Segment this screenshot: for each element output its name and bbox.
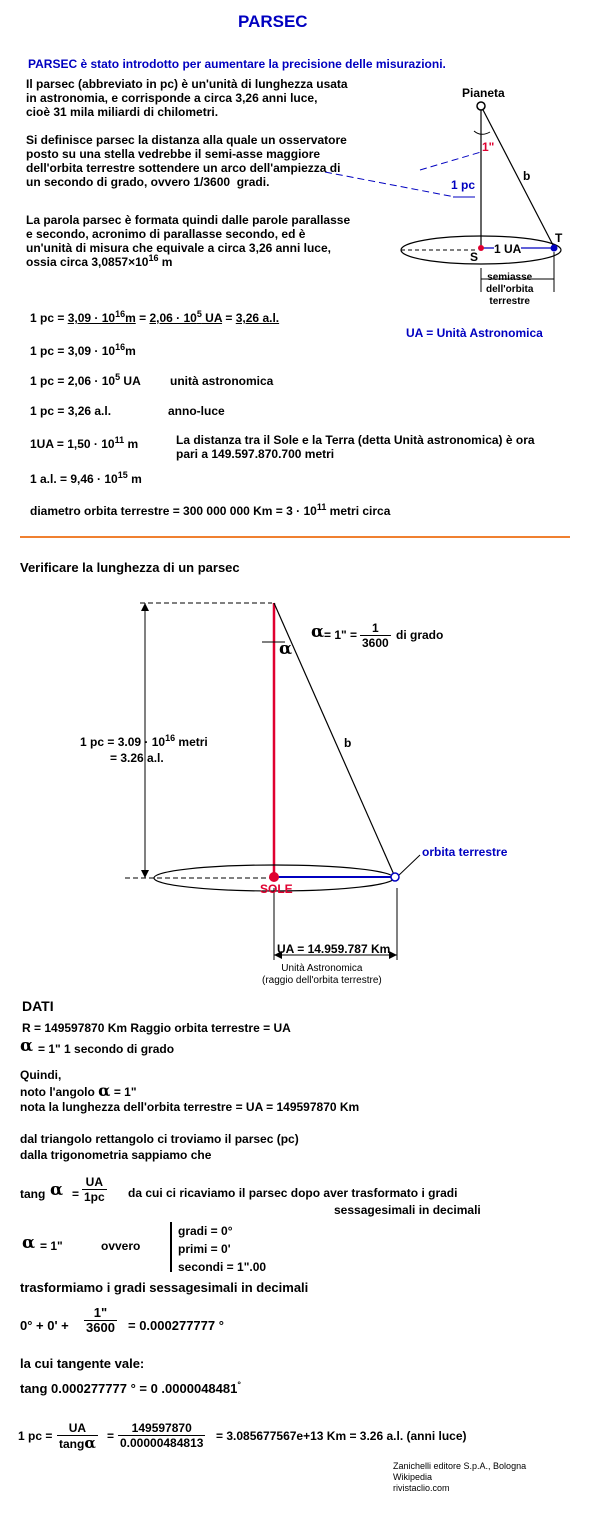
dati-heading: DATI xyxy=(22,998,54,1014)
intro-paragraph-2: Si definisce parsec la distanza alla quale un osservatore posto su una stella vedrebbe il semi-asse maggiore dell'orbita terrestre sottendere un arco dell'ampiezza di un secondo di grado, ovvero 1/3600 gradi. xyxy=(26,133,347,189)
tang-eq: = xyxy=(72,1187,80,1201)
diagram-parallax-small xyxy=(325,102,561,292)
page-title: PARSEC xyxy=(238,12,308,31)
equation-row-3-note: unità astronomica xyxy=(170,374,274,388)
tang-label: tang xyxy=(20,1187,46,1201)
equation-row-5: $1UA = 1,50 \cdot 10^{11}$ m xyxy=(30,435,139,451)
equation-row-4-note: anno-luce xyxy=(168,404,225,418)
dati-alpha-symbol: α xyxy=(20,1036,34,1056)
trasformiamo: trasformiamo i gradi sessagesimali in decimali xyxy=(20,1280,309,1295)
gradi: gradi = 0° xyxy=(178,1224,233,1238)
label-orbit: orbita terrestre xyxy=(422,845,508,859)
alpha-unit: di grado xyxy=(396,628,444,642)
tang-value: tang 0.000277777 ° = 0 .0000048481° xyxy=(20,1379,241,1396)
alpha-eq: = 1" = xyxy=(324,628,358,642)
intro-paragraph-1: Il parsec (abbreviato in pc) è un'unità di lunghezza usata in astronomia, e corrisponde a circa 3,26 anni luce, cioè 31 mila miliardi di chilometri. xyxy=(26,77,348,119)
label-s: S xyxy=(470,250,479,264)
equation-row-5-note: La distanza tra il Sole e la Terra (detta Unità astronomica) è ora pari a 149.597.870.700 metri xyxy=(176,433,535,461)
ua-caption: Unità Astronomica (raggio dell'orbita terrestre) xyxy=(262,963,382,986)
final-fraction-1: $\frac{UA}{\tan g\alpha}$ xyxy=(59,1421,96,1452)
tang-fraction: $\frac{UA}{1pc}$ xyxy=(84,1175,105,1204)
label-ua-large: UA = 14.959.787 Km xyxy=(277,942,391,956)
final-eq: = xyxy=(107,1429,115,1443)
label-t: T xyxy=(555,231,563,245)
intro-paragraph-3: La parola parsec è formata quindi dalle parole parallasse e secondo, acronimo di parallasse secondo, ed è un'unità di misura che equivale a circa 3,26 anni luce, ossia circa $3,0857\times 10^{16}$ m xyxy=(26,213,351,269)
label-pc: 1 pc xyxy=(451,178,476,192)
pc-length-al: = 3.26 a.l. xyxy=(110,751,164,765)
alpha-symbol: α xyxy=(311,622,325,642)
dati-triangle: dal triangolo rettangolo ci troviamo il parsec (pc) xyxy=(20,1132,299,1146)
dati-alpha: = 1" 1 secondo di grado xyxy=(38,1042,175,1056)
secondi: secondi = 1".00 xyxy=(178,1260,267,1274)
dati-radius: R = 149597870 Km Raggio orbita terrestre = UA xyxy=(22,1021,291,1035)
sum-right: = 0.000277777 ° xyxy=(128,1318,224,1333)
dati-noto: noto l'angolo α = 1" xyxy=(20,1081,137,1100)
final-left: 1 pc = xyxy=(18,1429,53,1443)
equation-row-6: 1 a.l. = $9,46 \cdot 10^{15}$ m xyxy=(30,470,142,486)
alpha2-eq: = 1" xyxy=(40,1239,63,1253)
final-fraction-2: $\frac{149597870}{0.00000484813}$ xyxy=(120,1421,204,1450)
alpha-angle-symbol: α xyxy=(279,639,293,659)
equation-row-4: 1 pc = 3,26 a.l. xyxy=(30,404,112,418)
label-sole: SOLE xyxy=(260,882,293,896)
equation-row-1: 1 pc = $3,09 \cdot 10^{16}m = 2,06 \cdot 10^5$ UA = 3,26 a.l. xyxy=(30,309,280,325)
tangente-vale: la cui tangente vale: xyxy=(20,1356,145,1371)
intro-headline: PARSEC è stato introdotto per aumentare la precisione delle misurazioni. xyxy=(28,57,446,71)
equation-row-7: diametro orbita terrestre = 300 000 000 $Km = 3 \cdot 10^{11}$ metri circa xyxy=(30,502,391,518)
diagram-parallax-large xyxy=(125,603,420,960)
label-semiasse: semiasse dell'orbita terrestre xyxy=(486,272,534,307)
primi: primi = 0' xyxy=(178,1242,231,1256)
pc-length-label: 1 pc = $3.09 \cdot 10^{16}$ metri xyxy=(80,733,208,749)
label-b: b xyxy=(523,169,531,183)
alpha-fraction: $\frac{1}{3600}$ xyxy=(362,621,389,650)
cui-line-1: da cui ci ricaviamo il parsec dopo aver trasformato i gradi xyxy=(128,1186,458,1200)
dati-nota: nota la lunghezza dell'orbita terrestre = UA = 149597870 Km xyxy=(20,1100,360,1114)
tang-alpha: α xyxy=(50,1180,64,1200)
sum-left: 0° + 0' + xyxy=(20,1318,69,1333)
label-ua-small: 1 UA xyxy=(494,242,522,256)
final-result: = 3.085677567e+13 Km = 3.26 a.l. (anni luce) xyxy=(216,1429,467,1443)
alpha2-symbol: α xyxy=(22,1233,36,1253)
cui-line-2: sessagesimali in decimali xyxy=(334,1203,481,1217)
credits: Zanichelli editore S.p.A., Bologna Wikipedia rivistaclio.com xyxy=(393,1461,527,1493)
ua-legend: UA = Unità Astronomica xyxy=(406,326,543,340)
dati-trig: dalla trigonometria sappiamo che xyxy=(20,1148,212,1162)
dati-quindi: Quindi, xyxy=(20,1068,62,1082)
sum-fraction: $\frac{1"}{3600}$ xyxy=(86,1305,115,1335)
label-angle: 1" xyxy=(482,140,495,154)
label-planet: Pianeta xyxy=(462,86,505,100)
section2-title: Verificare la lunghezza di un parsec xyxy=(20,560,240,575)
ovvero: ovvero xyxy=(101,1239,141,1253)
equation-row-3: 1 pc = $2,06 \cdot 10^5$ UA xyxy=(30,372,141,388)
label-b-large: b xyxy=(344,736,352,750)
equation-row-2: 1 pc = $3,09 \cdot 10^{16}m$ xyxy=(30,342,136,358)
